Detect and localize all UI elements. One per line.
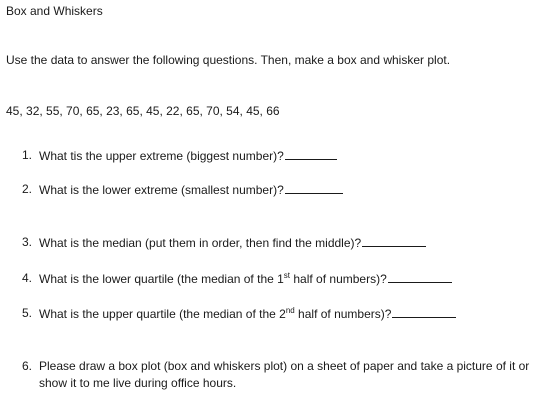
question-3 bbox=[22, 234, 537, 252]
ordinal-suffix: st bbox=[283, 271, 291, 280]
question-text: Please draw a box plot (box and whiskers plot) on a sheet of paper and take a picture of it or show it to me live during office hours. bbox=[39, 359, 530, 390]
question-number: 3. bbox=[22, 235, 33, 249]
answer-blank[interactable] bbox=[285, 181, 343, 194]
question-4 bbox=[22, 270, 537, 288]
instructions-text: Use the data to answer the following questions. Then, make a box and whisker plot. bbox=[6, 53, 451, 67]
question-text-start: What is the lower quartile (the median of the 1 bbox=[39, 272, 284, 286]
question-6 bbox=[22, 358, 537, 392]
question-text: What tis the upper extreme (biggest number)? bbox=[39, 149, 284, 163]
worksheet-title: Box and Whiskers bbox=[6, 4, 103, 18]
question-number: 4. bbox=[22, 271, 33, 285]
answer-blank[interactable] bbox=[392, 305, 456, 318]
question-5 bbox=[22, 305, 537, 323]
question-number: 2. bbox=[22, 182, 33, 196]
ordinal-suffix: nd bbox=[285, 306, 295, 315]
question-2 bbox=[22, 181, 537, 199]
question-text-end: half of numbers)? bbox=[294, 307, 392, 321]
question-text: What is the lower extreme (smallest number)? bbox=[39, 183, 284, 197]
answer-blank[interactable] bbox=[388, 270, 452, 283]
question-text-start: What is the upper quartile (the median of the 2 bbox=[39, 307, 286, 321]
question-text-end: half of numbers)? bbox=[290, 272, 387, 286]
data-set: 45, 32, 55, 70, 65, 23, 65, 45, 22, 65, 70, 54, 45, 66 bbox=[6, 104, 280, 118]
answer-blank[interactable] bbox=[362, 234, 426, 247]
question-number: 1. bbox=[22, 148, 33, 162]
question-number: 5. bbox=[22, 306, 33, 320]
question-text: What is the median (put them in order, then find the middle)? bbox=[39, 236, 362, 250]
answer-blank[interactable] bbox=[285, 147, 337, 160]
question-1 bbox=[22, 147, 537, 165]
question-number: 6. bbox=[22, 359, 33, 373]
